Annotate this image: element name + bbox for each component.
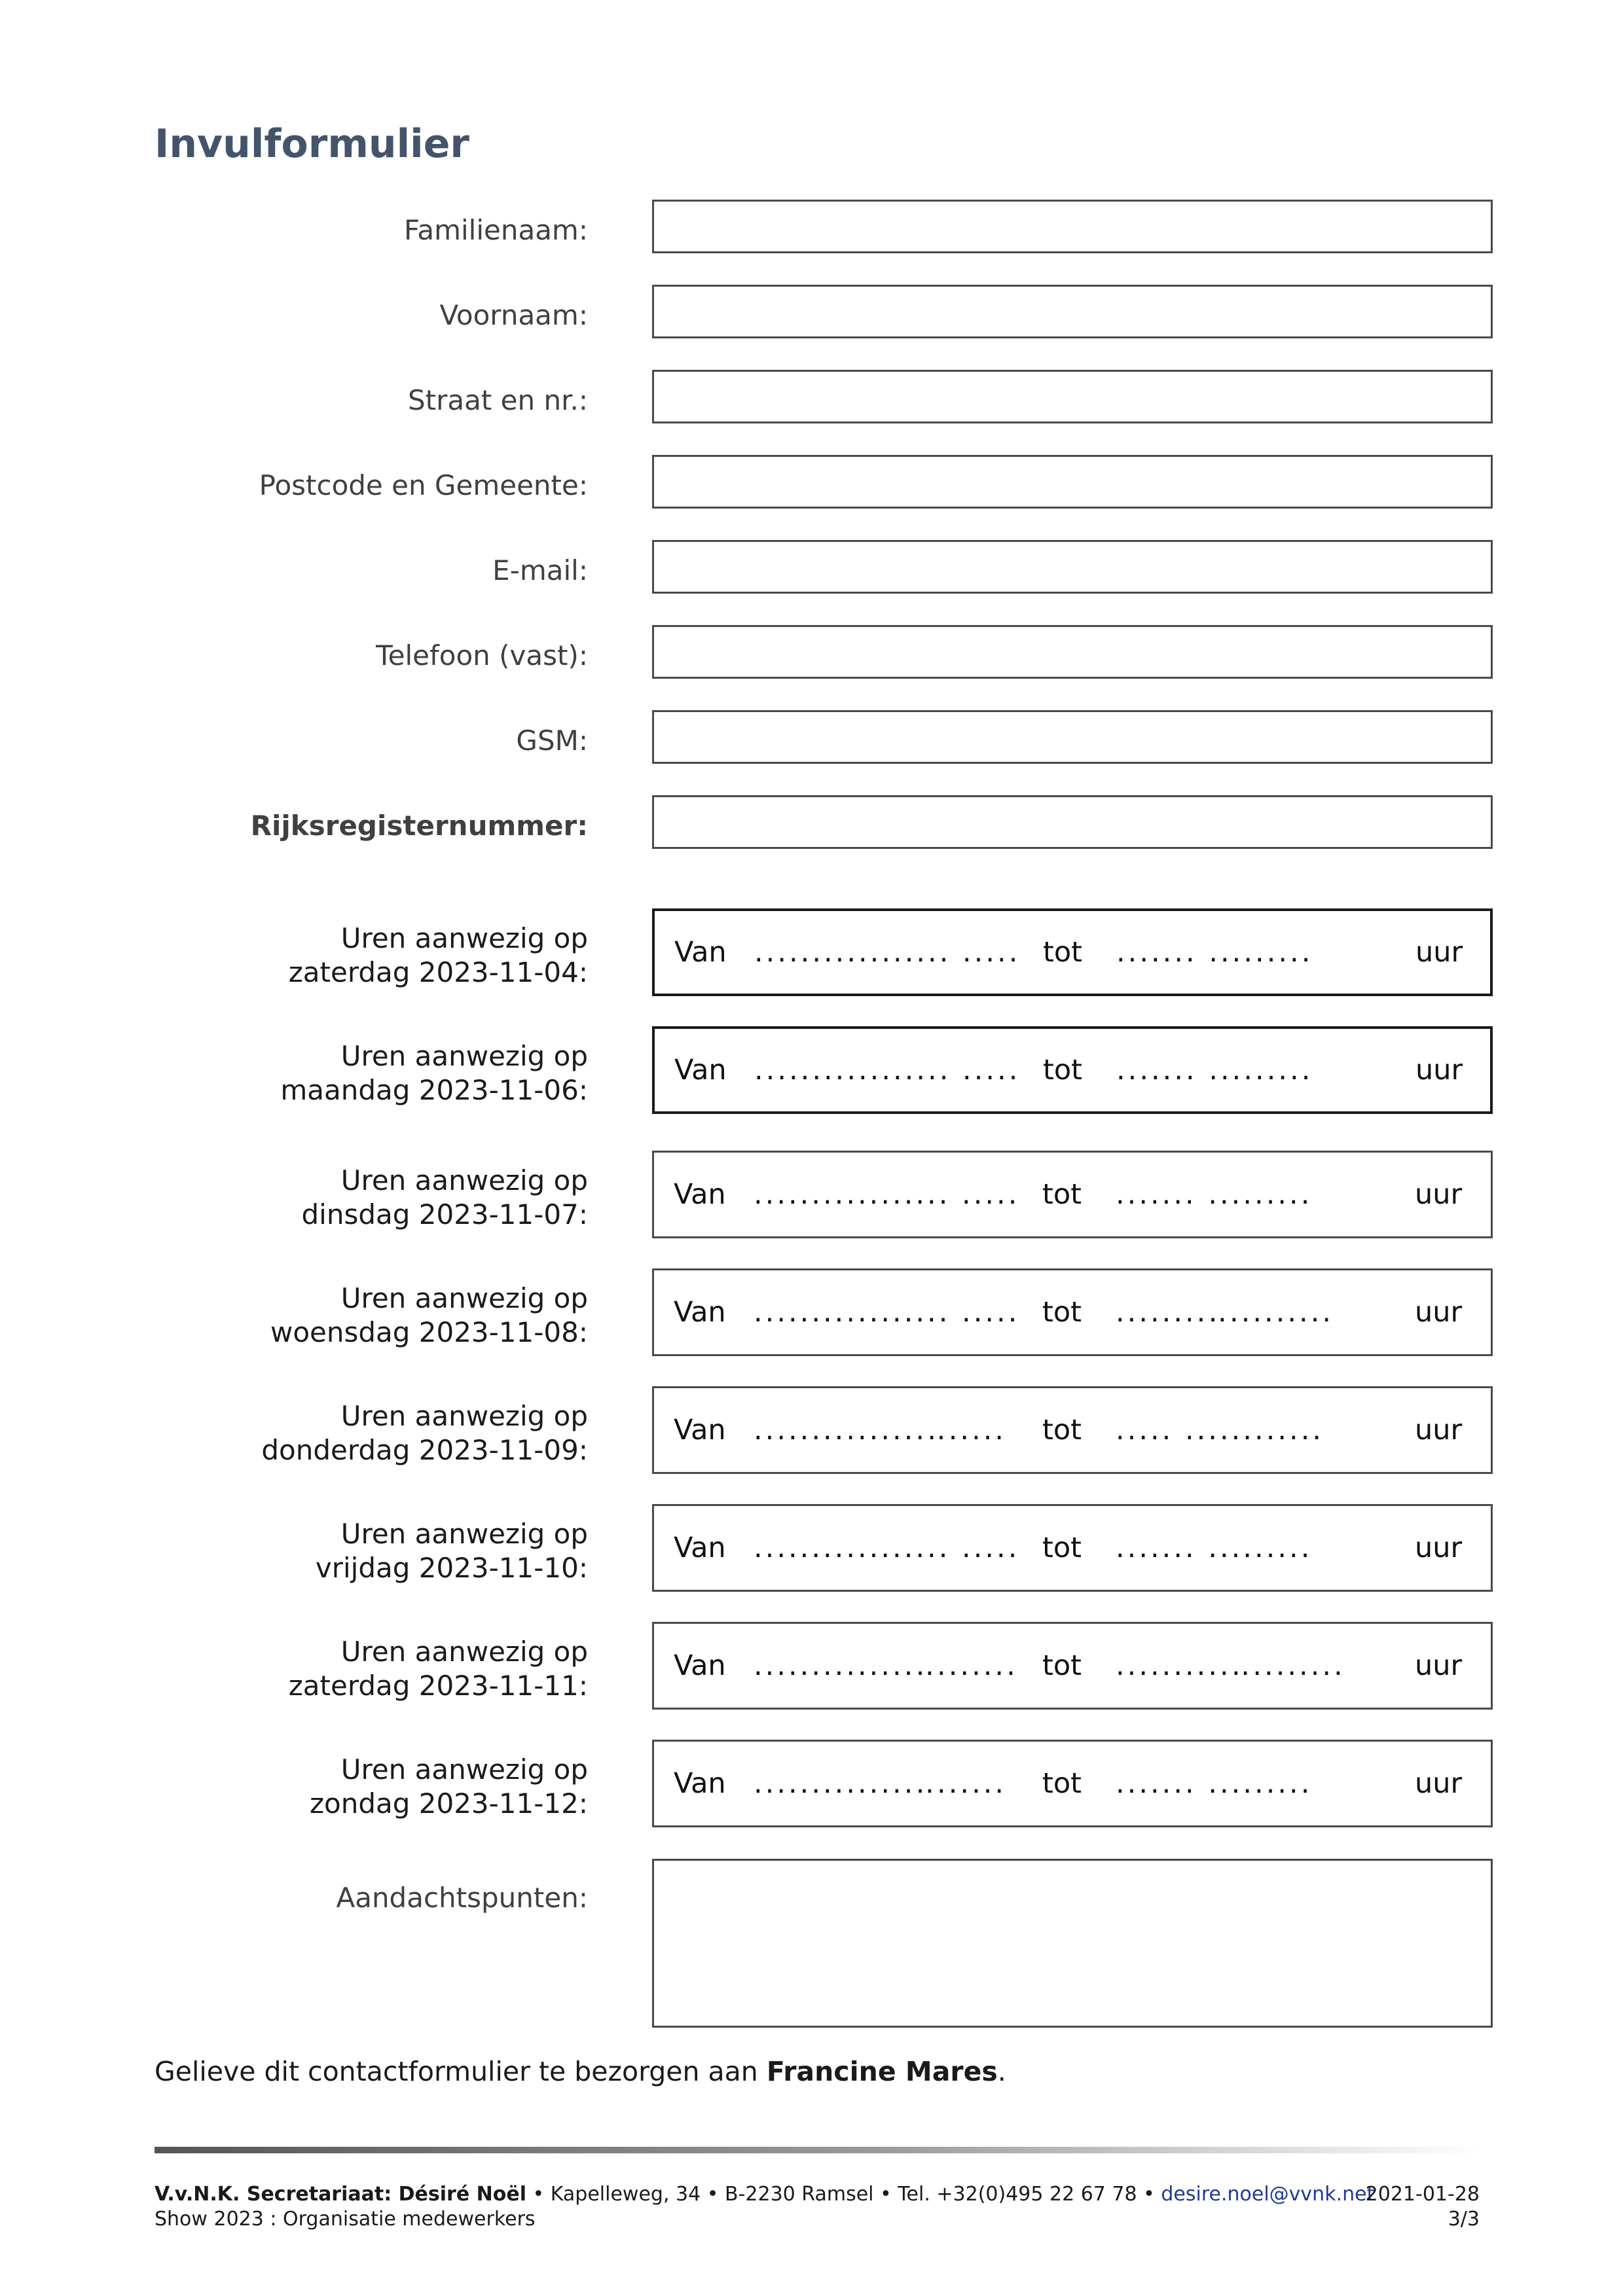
footer-bullet: •: [1137, 2183, 1161, 2206]
footer-info: [155, 2182, 1374, 2232]
tot-label: tot: [1042, 1414, 1082, 1446]
to-time-field[interactable]: ....... .........: [1116, 1532, 1313, 1564]
to-time-field[interactable]: ....... .........: [1116, 936, 1313, 969]
time-box-day-6[interactable]: [652, 1504, 1493, 1592]
instruction-text: [155, 2056, 1006, 2087]
telefoon-field[interactable]: [652, 625, 1493, 679]
tot-label: tot: [1042, 1649, 1082, 1682]
to-time-field[interactable]: ....... .........: [1116, 1767, 1313, 1800]
to-time-field[interactable]: ....... .........: [1116, 1054, 1313, 1086]
van-label: Van: [674, 1178, 726, 1211]
footer-email-link[interactable]: desire.noel@vvnk.net: [1161, 2183, 1375, 2206]
presence-day: zaterdag 2023-11-04:: [288, 956, 588, 988]
familienaam-field[interactable]: [652, 200, 1493, 253]
time-box-day-4[interactable]: [652, 1268, 1493, 1356]
uur-label: uur: [1415, 1296, 1463, 1329]
label-email: E-mail:: [492, 554, 588, 586]
time-box-day-2[interactable]: [652, 1026, 1493, 1114]
from-time-field[interactable]: ................. .....: [754, 936, 1021, 969]
uur-label: uur: [1415, 1178, 1463, 1211]
presence-day: zaterdag 2023-11-11:: [288, 1670, 588, 1702]
tot-label: tot: [1042, 1532, 1082, 1564]
presence-day: vrijdag 2023-11-10:: [315, 1552, 588, 1584]
time-box-day-3[interactable]: [652, 1151, 1493, 1238]
footer-subtitle: Show 2023 : Organisatie medewerkers: [155, 2208, 536, 2231]
voornaam-field[interactable]: [652, 285, 1493, 338]
uur-label: uur: [1415, 936, 1463, 969]
tot-label: tot: [1042, 1296, 1082, 1329]
footer-divider: [155, 2147, 1480, 2153]
presence-prefix: Uren aanwezig op: [340, 922, 588, 954]
label-familienaam: Familienaam:: [404, 214, 588, 246]
presence-day: dinsdag 2023-11-07:: [301, 1198, 588, 1230]
van-label: Van: [674, 1296, 726, 1329]
footer-contact-line: [155, 2182, 1374, 2207]
footer-bullet: •: [701, 2183, 725, 2206]
van-label: Van: [674, 1532, 726, 1564]
tot-label: tot: [1042, 1178, 1082, 1211]
presence-day: donderdag 2023-11-09:: [261, 1434, 588, 1466]
presence-day: woensdag 2023-11-08:: [270, 1316, 588, 1348]
from-time-field[interactable]: ...............‥.....: [754, 1414, 1007, 1446]
gsm-field[interactable]: [652, 710, 1493, 764]
van-label: Van: [674, 1649, 726, 1682]
label-presence-day-4: [155, 1282, 588, 1350]
postcode-field[interactable]: [652, 455, 1493, 509]
label-aandachtspunten: Aandachtspunten:: [336, 1882, 588, 1914]
label-presence-day-6: [155, 1517, 588, 1585]
van-label: Van: [674, 936, 727, 969]
aandachtspunten-field[interactable]: [652, 1859, 1493, 2028]
rijksregisternummer-field[interactable]: [652, 795, 1493, 849]
from-time-field[interactable]: ..............‥.......: [754, 1649, 1018, 1682]
uur-label: uur: [1415, 1414, 1463, 1446]
instruction-prefix: Gelieve dit contactformulier te bezorgen aan: [155, 2056, 767, 2087]
presence-day: maandag 2023-11-06:: [280, 1074, 588, 1106]
time-box-day-1[interactable]: [652, 908, 1493, 996]
tot-label: tot: [1043, 1054, 1083, 1086]
to-time-field[interactable]: ..... ............: [1116, 1414, 1324, 1446]
presence-prefix: Uren aanwezig op: [340, 1040, 588, 1072]
van-label: Van: [674, 1414, 726, 1446]
label-presence-day-3: [155, 1164, 588, 1232]
from-time-field[interactable]: ................. .....: [754, 1178, 1020, 1211]
presence-prefix: Uren aanwezig op: [340, 1753, 588, 1785]
label-telefoon: Telefoon (vast):: [376, 639, 588, 672]
label-presence-day-1: [155, 922, 588, 990]
van-label: Van: [674, 1767, 726, 1800]
label-rijksregisternummer: Rijksregisternummer:: [250, 810, 588, 842]
uur-label: uur: [1415, 1767, 1463, 1800]
uur-label: uur: [1415, 1054, 1463, 1086]
to-time-field[interactable]: ..........‥........: [1116, 1649, 1345, 1682]
footer-bullet: •: [873, 2183, 898, 2206]
footer-meta: [1366, 2182, 1480, 2232]
from-time-field[interactable]: ..............‥......: [754, 1767, 1007, 1800]
to-time-field[interactable]: ........‥.........: [1116, 1296, 1334, 1329]
to-time-field[interactable]: ....... .........: [1116, 1178, 1313, 1211]
uur-label: uur: [1415, 1649, 1463, 1682]
presence-prefix: Uren aanwezig op: [340, 1164, 588, 1196]
label-presence-day-8: [155, 1753, 588, 1821]
label-voornaam: Voornaam:: [439, 299, 588, 331]
from-time-field[interactable]: ................. .....: [754, 1296, 1020, 1329]
time-box-day-5[interactable]: [652, 1386, 1493, 1474]
presence-day: zondag 2023-11-12:: [309, 1787, 588, 1820]
from-time-field[interactable]: ................. .....: [754, 1532, 1020, 1564]
tot-label: tot: [1043, 936, 1083, 969]
label-presence-day-5: [155, 1399, 588, 1467]
footer-address: Kapelleweg, 34: [550, 2183, 701, 2206]
footer-phone: Tel. +32(0)495 22 67 78: [898, 2183, 1137, 2206]
recipient-name: Francine Mares: [766, 2056, 998, 2087]
time-box-day-7[interactable]: [652, 1622, 1493, 1710]
label-presence-day-2: [155, 1039, 588, 1107]
email-field[interactable]: [652, 540, 1493, 594]
van-label: Van: [674, 1054, 727, 1086]
presence-prefix: Uren aanwezig op: [340, 1282, 588, 1314]
page-title: Invulformulier: [155, 121, 469, 167]
straat-field[interactable]: [652, 370, 1493, 423]
presence-prefix: Uren aanwezig op: [340, 1400, 588, 1432]
uur-label: uur: [1415, 1532, 1463, 1564]
label-postcode: Postcode en Gemeente:: [259, 469, 588, 501]
from-time-field[interactable]: ................. .....: [754, 1054, 1021, 1086]
label-straat: Straat en nr.:: [407, 384, 588, 416]
footer-date: 2021-01-28: [1365, 2183, 1480, 2206]
label-presence-day-7: [155, 1635, 588, 1703]
presence-prefix: Uren aanwezig op: [340, 1518, 588, 1550]
footer-city: B-2230 Ramsel: [725, 2183, 874, 2206]
instruction-end: .: [997, 2056, 1006, 2087]
footer-org: V.v.N.K. Secretariaat: Désiré Noël: [155, 2183, 526, 2206]
label-gsm: GSM:: [516, 725, 588, 757]
time-box-day-8[interactable]: [652, 1740, 1493, 1827]
presence-prefix: Uren aanwezig op: [340, 1636, 588, 1668]
footer-page-number: 3/3: [1448, 2208, 1480, 2231]
footer-bullet: •: [526, 2183, 551, 2206]
tot-label: tot: [1042, 1767, 1082, 1800]
